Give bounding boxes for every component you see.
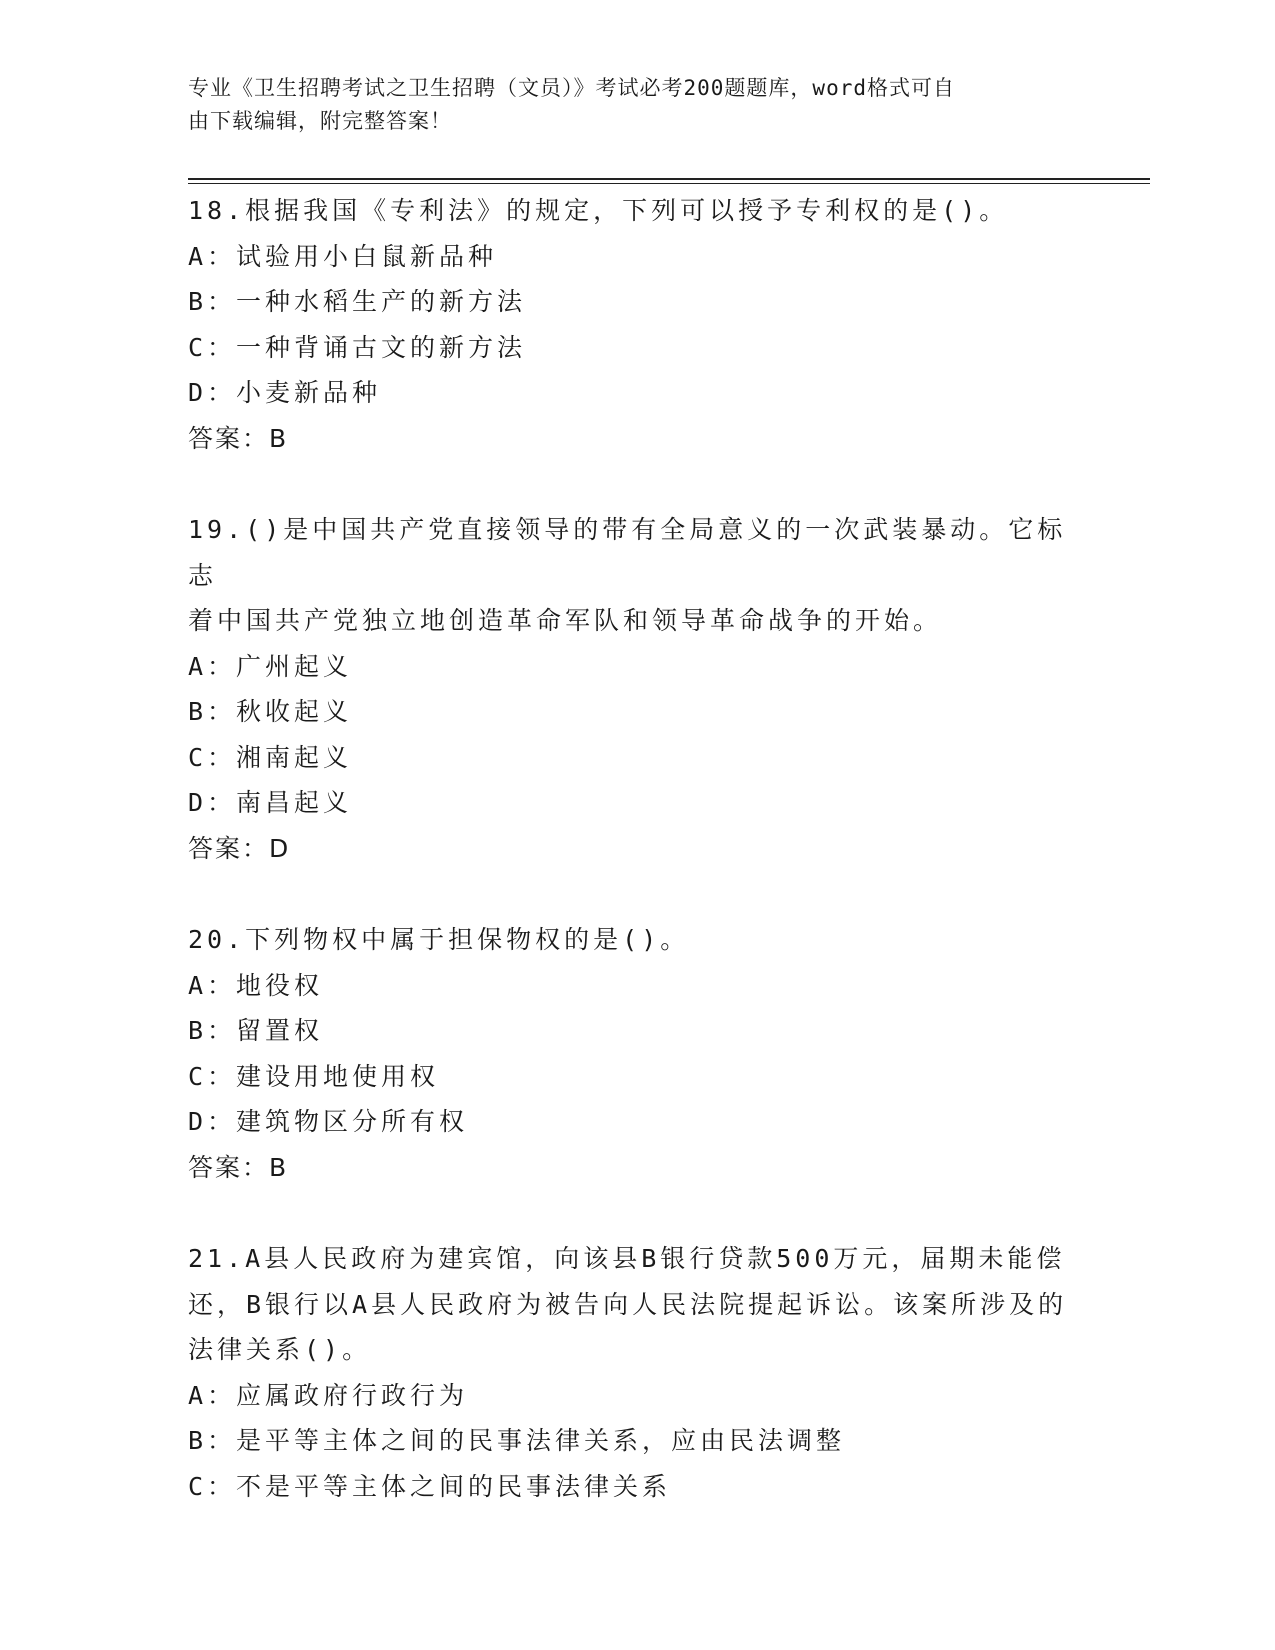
question-list xyxy=(188,188,1088,1555)
question-20 xyxy=(188,917,1088,1190)
question-stem: 法律关系()。 xyxy=(188,1335,372,1364)
option-a: A：试验用小白鼠新品种 xyxy=(188,241,498,271)
option-c: C：不是平等主体之间的民事法律关系 xyxy=(188,1471,672,1501)
answer-line: 答案：B xyxy=(188,423,289,453)
question-stem: 18.根据我国《专利法》的规定，下列可以授予专利权的是()。 xyxy=(188,196,1009,225)
answer-line: 答案：D xyxy=(188,833,291,863)
option-a: A：地役权 xyxy=(188,970,324,1000)
option-a: A：应属政府行政行为 xyxy=(188,1380,469,1410)
question-stem: 着中国共产党独立地创造革命军队和领导革命战争的开始。 xyxy=(188,606,943,635)
option-c: C：湘南起义 xyxy=(188,742,353,772)
question-stem: 19.()是中国共产党直接领导的带有全局意义的一次武装暴动。它标志 xyxy=(188,515,1067,590)
question-stem: 20.下列物权中属于担保物权的是()。 xyxy=(188,925,690,954)
option-d: D：小麦新品种 xyxy=(188,378,382,407)
header-intro-line-1: 专业《卫生招聘考试之卫生招聘（文员）》考试必考200题题库，word格式可自 xyxy=(188,76,955,100)
question-21 xyxy=(188,1236,1088,1509)
option-b: B：留置权 xyxy=(188,1016,324,1045)
document-header xyxy=(188,72,1088,138)
question-18 xyxy=(188,188,1088,461)
header-intro-line-2: 由下载编辑，附完整答案！ xyxy=(188,109,452,133)
header-divider-thin xyxy=(188,183,1150,184)
question-stem: 还，B银行以A县人民政府为被告向人民法院提起诉讼。该案所涉及的 xyxy=(188,1289,1068,1319)
header-divider-thick xyxy=(188,178,1150,180)
option-b: B：是平等主体之间的民事法律关系，应由民法调整 xyxy=(188,1426,846,1455)
option-c: C：建设用地使用权 xyxy=(188,1061,440,1091)
option-a: A：广州起义 xyxy=(188,651,353,681)
answer-line: 答案：B xyxy=(188,1152,289,1182)
option-b: B：秋收起义 xyxy=(188,697,353,726)
option-d: D：南昌起义 xyxy=(188,788,353,817)
question-stem: 21.A县人民政府为建宾馆，向该县B银行贷款500万元，届期未能偿 xyxy=(188,1244,1066,1273)
option-d: D：建筑物区分所有权 xyxy=(188,1107,469,1136)
question-19 xyxy=(188,507,1088,871)
option-b: B：一种水稻生产的新方法 xyxy=(188,287,527,316)
option-c: C：一种背诵古文的新方法 xyxy=(188,332,527,362)
